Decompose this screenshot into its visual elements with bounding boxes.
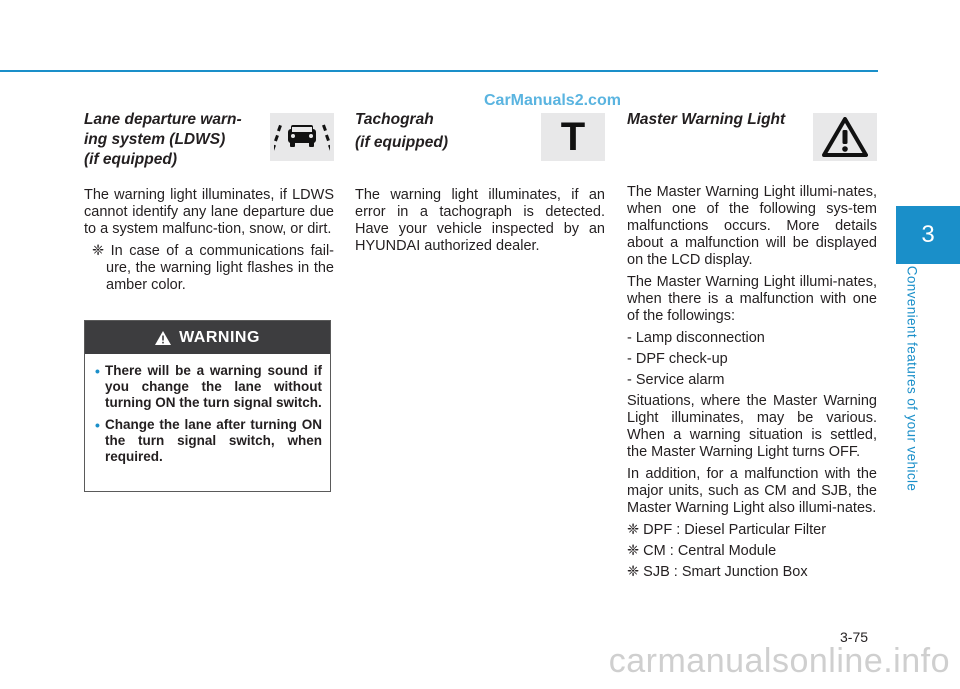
header-rule xyxy=(0,70,878,72)
abbreviation-item: ❈ SJB : Smart Junction Box xyxy=(627,564,808,580)
section-tachograph xyxy=(355,110,605,260)
warning-header xyxy=(85,321,330,354)
bullet-icon: • xyxy=(95,417,100,433)
list-item: - Lamp disconnection xyxy=(627,330,765,346)
abbreviation-item: ❈ DPF : Diesel Particular Filter xyxy=(627,522,827,538)
master-warning-paragraph: Situations, where the Master Warning Light illuminates, may be various. When a warning situation is settled, the Master Warning Light turns OFF. xyxy=(627,393,877,460)
master-warning-paragraph: The Master Warning Light illumi-nates, when one of the following sys-tem malfunctions occurs. More details about a malfunction will be displayed on the LCD display. xyxy=(627,184,877,268)
chapter-number: 3 xyxy=(921,221,935,248)
warning-title: WARNING xyxy=(179,328,260,346)
section-heading: Master Warning Light xyxy=(627,111,786,128)
abbreviation-item: ❈ CM : Central Module xyxy=(627,543,777,559)
chapter-tab xyxy=(896,206,960,264)
master-warning-icon xyxy=(813,113,877,161)
watermark-top[interactable]: CarManuals2.com xyxy=(484,92,621,109)
warning-item: • There will be a warning sound if you change the lane without turning ON the turn signal switch. xyxy=(95,363,322,410)
section-heading: Tachograh (if equipped) xyxy=(355,111,448,151)
warning-item: • Change the lane after turning ON the turn signal switch, when required. xyxy=(95,417,322,464)
tachograph-description: The warning light illuminates, if an error in a tachograph is detected. Have your vehicle inspected by an HYUNDAI authorized dealer. xyxy=(355,187,605,254)
list-item: - DPF check-up xyxy=(627,351,728,367)
list-item: - Service alarm xyxy=(627,372,725,388)
section-ldws xyxy=(84,110,334,299)
section-heading: Lane departure warn- ing system (LDWS) (if equipped) xyxy=(84,111,242,168)
section-master-warning xyxy=(627,110,877,585)
bullet-icon: • xyxy=(95,363,100,379)
lane-departure-icon xyxy=(270,113,334,161)
master-warning-paragraph: The Master Warning Light illumi-nates, when there is a malfunction with one of the followings: xyxy=(627,274,877,324)
ldws-note: ❈ In case of a communications fail-ure, the warning light flashes in the amber color. xyxy=(92,243,334,293)
warning-triangle-icon xyxy=(155,331,171,345)
ldws-description: The warning light illuminates, if LDWS cannot identify any lane departure due to a system malfunc-tion, snow, or dirt. xyxy=(84,187,334,237)
chapter-title: Convenient features of your vehicle xyxy=(904,265,920,491)
master-warning-paragraph: In addition, for a malfunction with the major units, such as CM and SJB, the Master Warning Light also illumi-nates. xyxy=(627,466,877,516)
page-number: 3-75 xyxy=(840,629,869,645)
watermark-bottom[interactable]: carmanualsonline.info xyxy=(608,642,950,680)
warning-box xyxy=(84,320,331,492)
tachograph-icon: T xyxy=(541,113,605,161)
warning-list xyxy=(95,363,322,465)
chapter-label xyxy=(900,260,924,496)
